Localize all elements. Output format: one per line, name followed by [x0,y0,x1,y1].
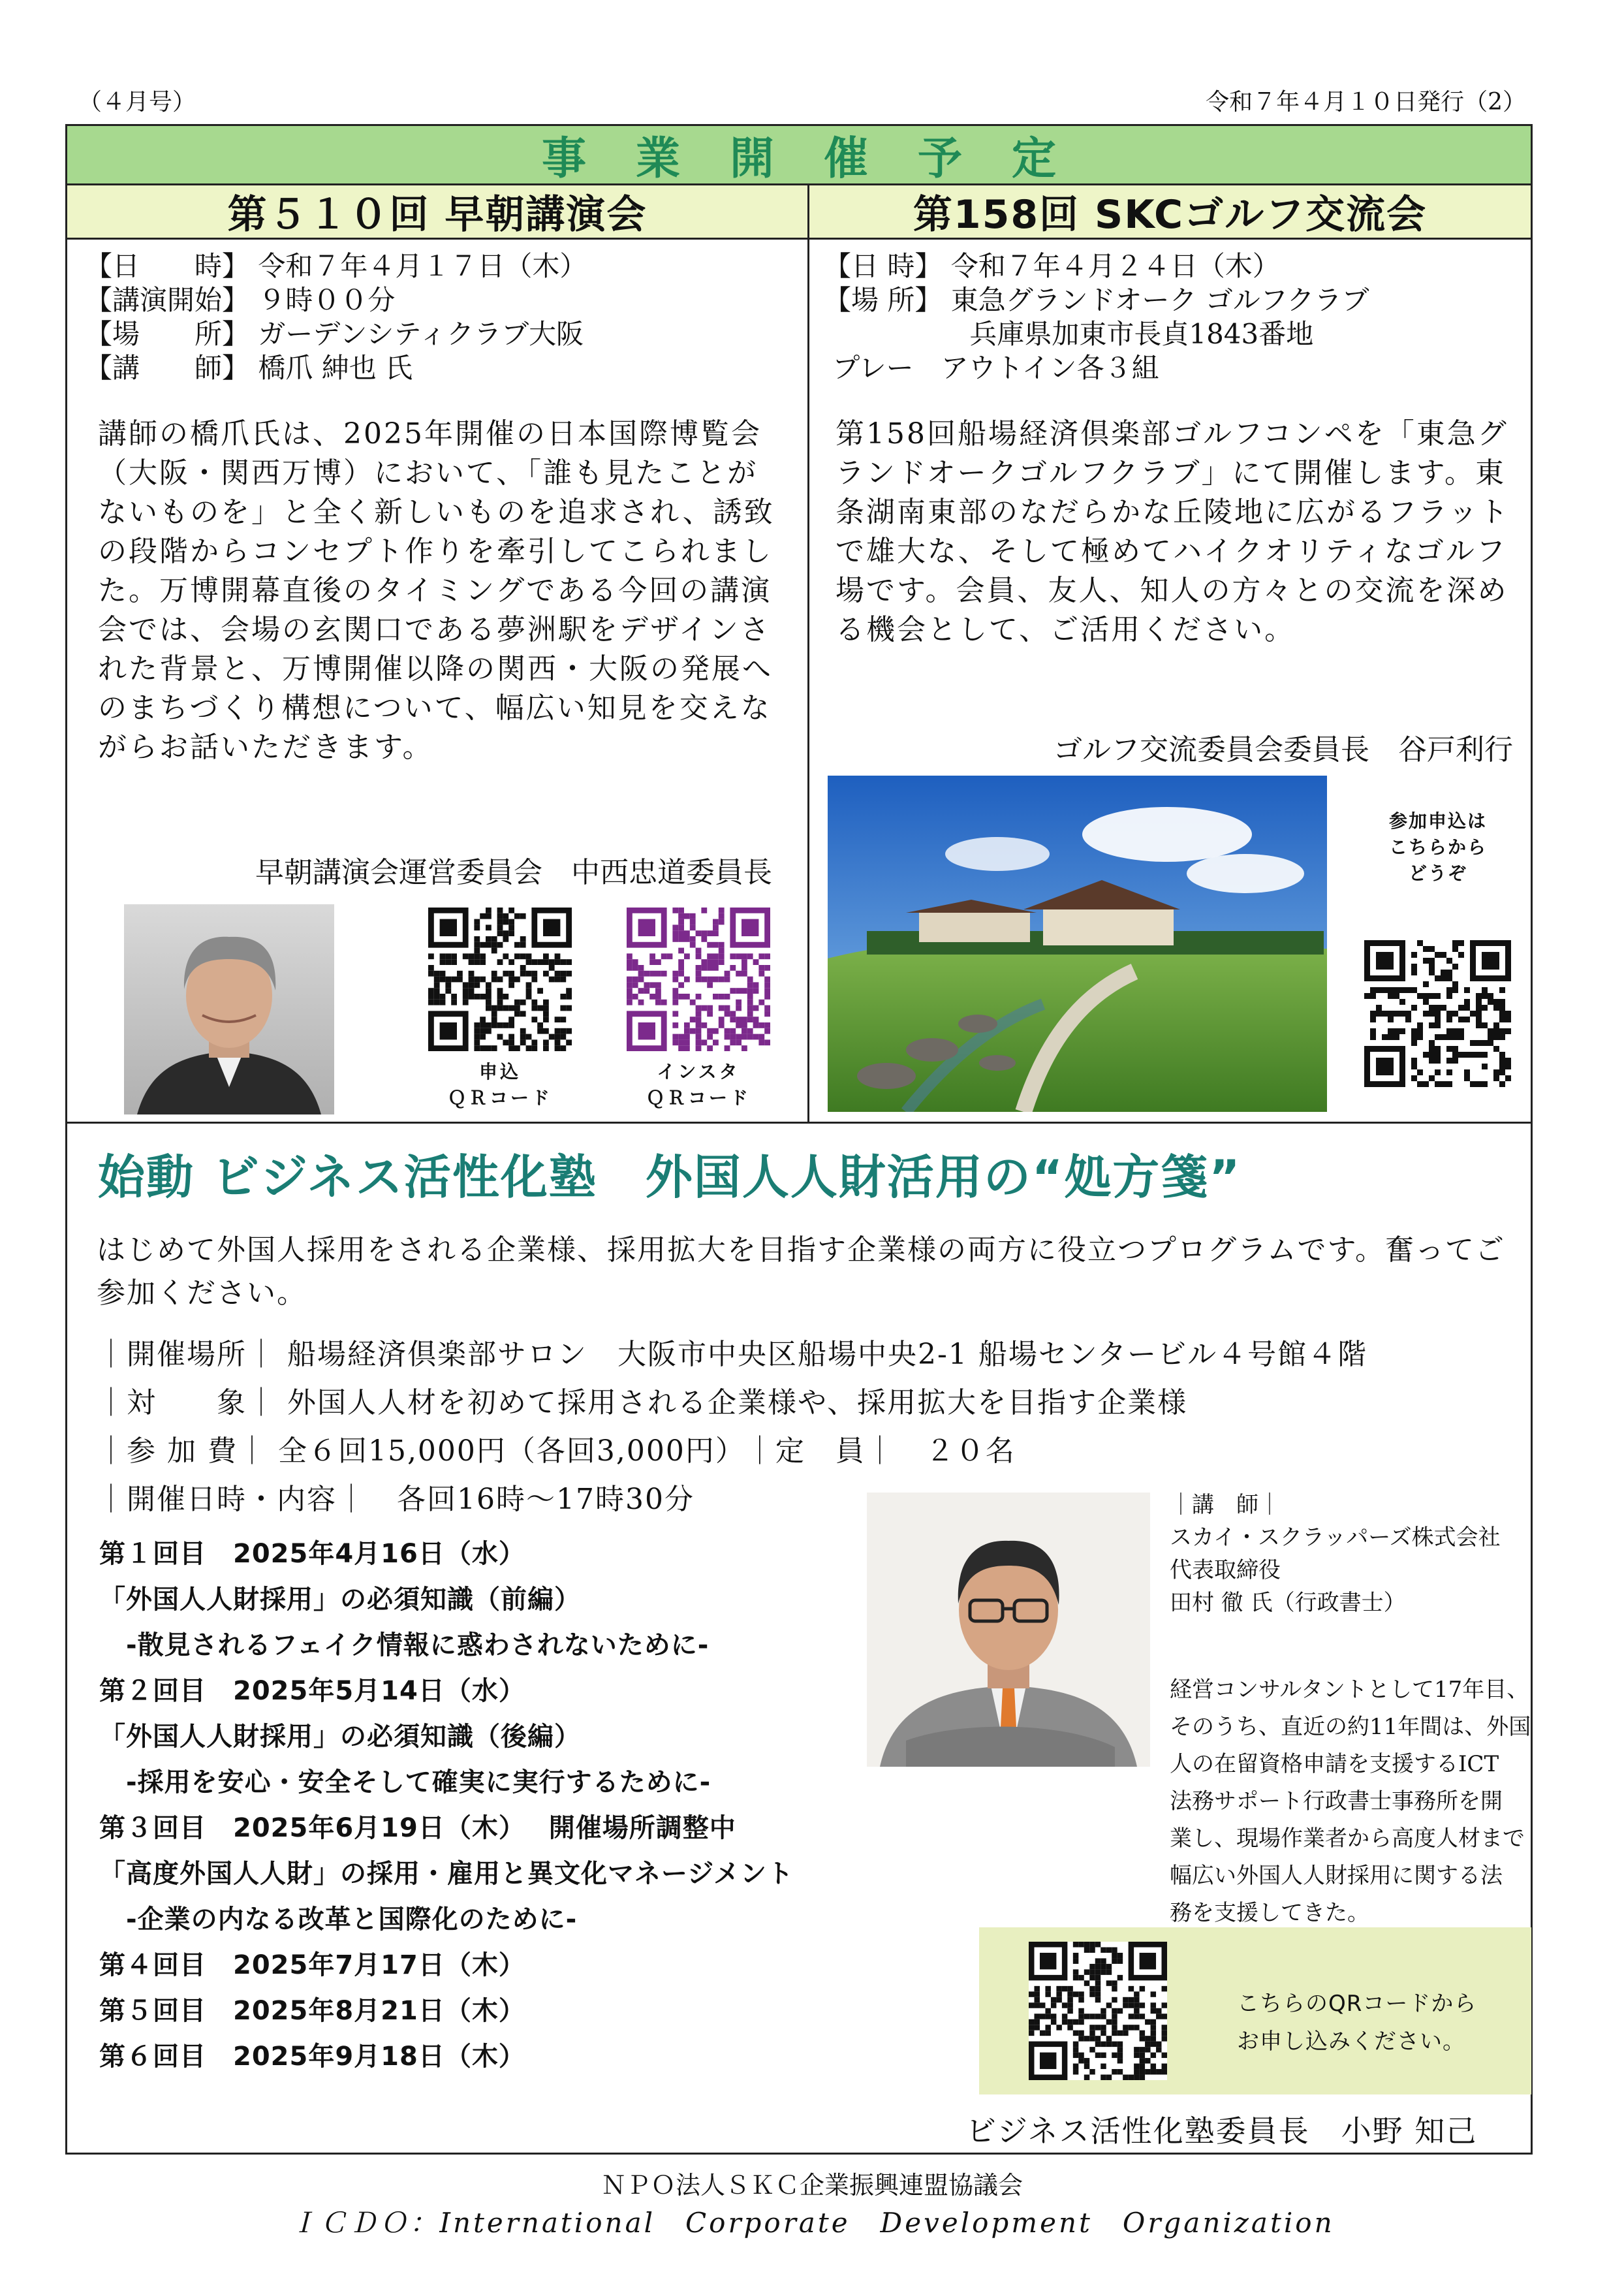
footer-org: ＮＰＯ法人ＳＫＣ企業振興連盟協議会 [601,2171,1023,2200]
profile-line-6: 幅広い外国人人財採用に関する法 [1170,1863,1503,1889]
juku-target: ｜対 象｜ 外国人人材を初めて採用される企業様や、採用拡大を目指す企業様 [97,1386,1188,1419]
session-3-title: 「高度外国人人財」の採用・雇用と異文化マネージメント [99,1859,794,1889]
lecture-body: 講師の橋爪氏は、2025年開催の日本国際博覧会（大阪・関西万博）において、「誰も見たことがないものを」と全く新しいものを追求され、誘致の段階からコンセプト作りを牽引してこられました。万博開幕直後のタイミングである今回の講演会では、会場の玄関口である夢洲駅をデザインされた背景と、万博開催以降の関西・大阪の発展へのまちづくり構想について、幅広い知見を交えながらお話いただきます。 [98,417,775,764]
golf-qr-label-1: 参加申込は [1388,810,1487,832]
footer-org-en: ＩＣＤＯ：International Corporate Development Organization [289,2207,1335,2239]
session-2-date: 第２回目 2025年5月14日（水） [99,1676,525,1706]
session-4-date: 第４回目 2025年7月17日（木） [99,1950,525,1980]
apply-qr-label-2: ＱＲコード [447,1087,552,1109]
apply-text-1: こちらのQRコードから [1237,1991,1477,2017]
profile-line-2: そのうち、直近の約11年間は、外国 [1170,1714,1531,1740]
section-divider [67,1122,1531,1124]
session-3-date: 第３回目 2025年6月19日（木） 開催場所調整中 [99,1813,736,1843]
golf-qr-label-2: こちらから [1388,836,1487,858]
profile-line-1: 経営コンサルタントとして17年目、 [1170,1677,1529,1703]
lecture-start: 【講演開始】 ９時００分 [85,284,396,316]
golf-qr-label [1356,808,1520,887]
lecturer-name: 田村 徹 氏（行政書士） [1170,1590,1406,1616]
session-3-subtitle: -企業の内なる改革と国際化のために- [99,1904,578,1935]
juku-fee: ｜参 加 費｜ 全６回15,000円（各回3,000円）｜定 員｜ ２０名 [97,1434,1016,1468]
apply-qr-code[interactable] [428,908,572,1051]
issue-date: 令和７年４月１０日発行（2） [1206,89,1526,116]
apply-qr-label-1: 申込 [478,1061,521,1082]
apply-text-2: お申し込みください。 [1237,2029,1465,2055]
lecturer-company: スカイ・スクラッパーズ株式会社 [1170,1525,1501,1551]
instagram-qr-label [616,1059,781,1111]
juku-intro: はじめて外国人採用をされる企業様、採用拡大を目指す企業様の両方に役立つプログラムです。奮ってご参加ください。 [97,1233,1506,1310]
session-6-date: 第６回目 2025年9月18日（木） [99,2042,525,2072]
golf-qr-code[interactable] [1364,940,1511,1087]
instagram-qr-code[interactable] [627,908,770,1051]
golf-info [824,249,1369,385]
instagram-qr-label-1: インスタ [657,1061,740,1082]
event-banner [67,126,1531,185]
golf-address: 兵庫県加東市長貞1843番地 [824,318,1314,350]
golf-title: 第158回 SKCゴルフ交流会 [809,185,1531,240]
session-list [99,1533,794,2081]
juku-qr-code[interactable] [1029,1942,1167,2080]
golf-body: 第158回船場経済倶楽部ゴルフコンペを「東急グランドオークゴルフクラブ」にて開催します。東条湖南東部のなだらかな丘陵地に広がるフラットで雄大な、そして極めてハイクオリティなゴルフ場です。会員、友人、知人の方々との交流を深める機会として、ご活用ください。 [835,417,1510,646]
lecture-speaker: 【講 師】 橋爪 紳也 氏 [85,352,413,384]
profile-line-5: 業し、現場作業者から高度人材まで [1170,1825,1525,1852]
profile-line-7: 務を支援してきた。 [1170,1900,1369,1926]
session-5-date: 第５回目 2025年8月21日（木） [99,1996,525,2026]
session-1-date: 第１回目 2025年4月16日（水） [99,1539,525,1569]
apply-qr-label [418,1059,582,1111]
profile-line-4: 法務サポート行政書士事務所を開 [1170,1788,1503,1814]
lecturer-profile [1170,1671,1531,1932]
lecture-date: 【日 時】 令和７年４月１７日（木） [85,250,587,282]
issue-label: （４月号） [78,89,196,116]
golf-play: プレー アウトイン各３組 [824,352,1159,384]
lecturer-role: 代表取締役 [1170,1557,1281,1583]
speaker-photo [124,904,334,1114]
juku-schedule: ｜開催日時・内容｜ 各回16時～17時30分 [97,1483,695,1516]
session-1-subtitle: -散見されるフェイク情報に惑わされないために- [99,1630,710,1660]
session-2-title: 「外国人人財採用」の必須知識（後編） [99,1722,581,1752]
lecture-title: 第５１０回 早朝講演会 [67,185,807,240]
session-2-subtitle: -採用を安心・安全そして確実に実行するために- [99,1767,711,1797]
instagram-qr-label-2: ＱＲコード [646,1087,751,1109]
lecturer-photo [867,1493,1150,1767]
lecturer-label: ｜講 師｜ [1170,1492,1281,1518]
golf-venue: 【場 所】 東急グランドオーク ゴルフクラブ [824,284,1369,316]
profile-line-3: 人の在留資格申請を支援するICT [1170,1751,1499,1777]
lecture-signature: 早朝講演会運営委員会 中西忠道委員長 [255,856,772,889]
lecture-info [85,249,587,385]
juku-signature: ビジネス活性化塾委員長 小野 知己 [966,2113,1478,2149]
juku-title: 始動 ビジネス活性化塾 外国人人財活用の“処方箋” [98,1150,1241,1205]
column-divider [807,185,809,1122]
banner-title: 事業開催予定 [541,133,1106,185]
golf-qr-label-3: どうぞ [1408,862,1467,884]
lecture-venue: 【場 所】 ガーデンシティクラブ大阪 [85,318,584,350]
session-1-title: 「外国人人財採用」の必須知識（前編） [99,1585,581,1615]
golf-date: 【日 時】 令和７年４月２４日（木） [824,250,1280,282]
lecturer-info [1170,1489,1501,1619]
juku-venue: ｜開催場所｜ 船場経済倶楽部サロン 大阪市中央区船場中央2-1 船場センタービル４号館４階 [97,1338,1368,1371]
apply-text [1237,1985,1476,2061]
golf-course-photo [828,776,1327,1112]
golf-signature: ゴルフ交流委員会委員長 谷戸利行 [1054,733,1513,766]
